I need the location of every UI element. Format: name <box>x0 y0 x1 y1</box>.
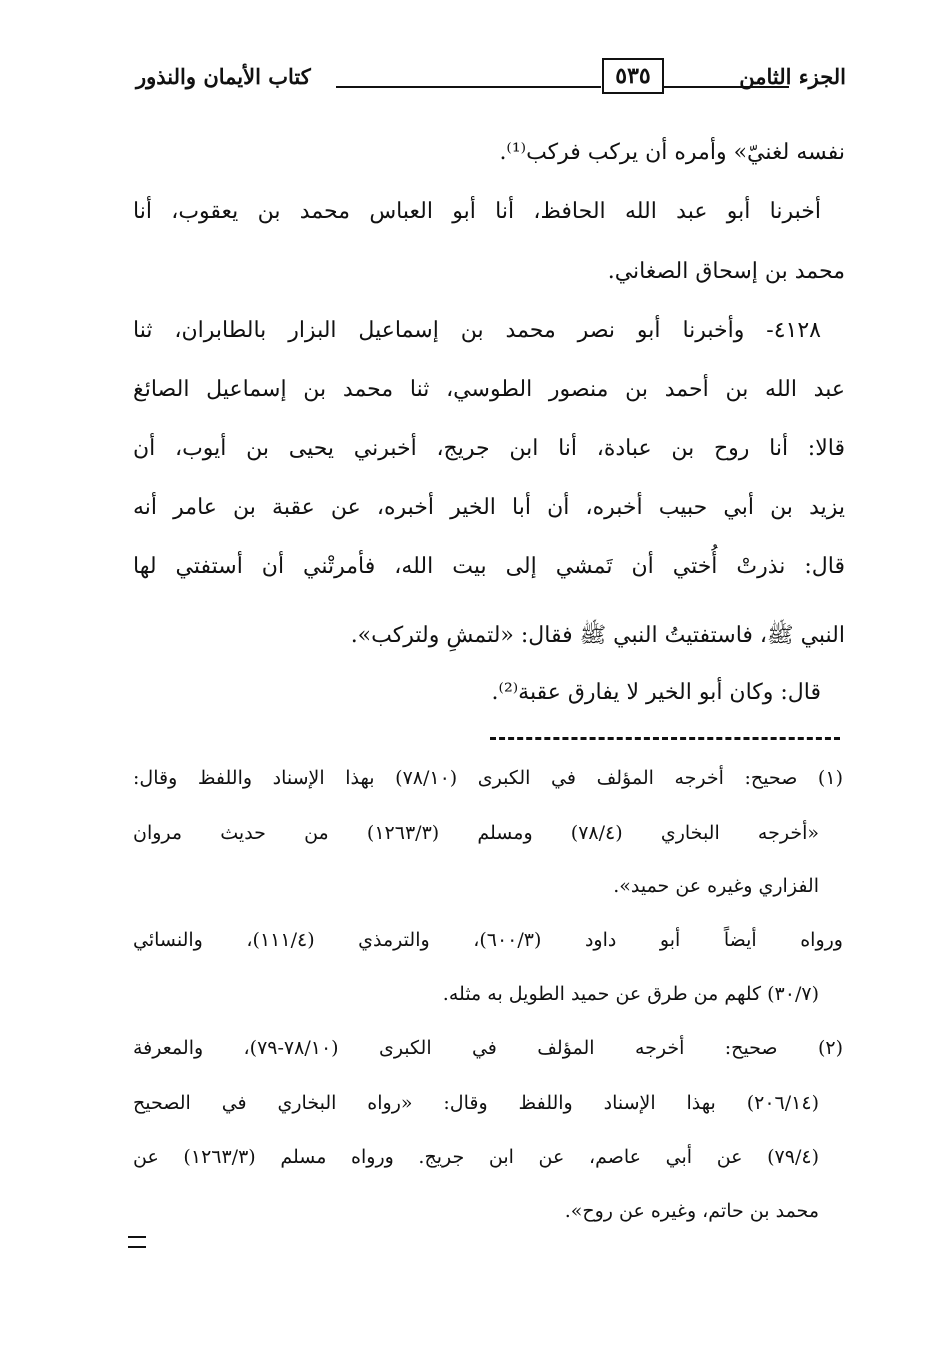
volume-label: الجزء الثامن <box>739 64 846 89</box>
body-line: ٤١٢٨- وأخبرنا أبو نصر محمد بن إسماعيل البزار بالطابران، ثنا <box>133 318 821 343</box>
book-title: كتاب الأيمان والنذور <box>136 64 311 89</box>
page-number: ٥٣٥ <box>602 58 664 94</box>
footnote-line: (٢) صحيح: أخرجه المؤلف في الكبرى (٧٨/١٠-٧٩)، والمعرفة <box>133 1037 843 1059</box>
body-line: عبد الله بن أحمد بن منصور الطوسي، ثنا محمد بن إسماعيل الصائغ <box>133 377 845 402</box>
body-line: يزيد بن أبي حبيب أخبره، أن أبا الخير أخبره، عن عقبة بن عامر أنه <box>133 495 845 520</box>
footnote-line: «أخرجه البخاري (٧٨/٤) ومسلم (١٢٦٣/٣) من حديث مروان <box>133 822 819 844</box>
footnote-line: (١) صحيح: أخرجه المؤلف في الكبرى (٧٨/١٠) بهذا الإسناد واللفظ وقال: <box>133 767 843 789</box>
body-line: قال: نذرتْ أُختي أن تَمشي إلى بيت الله، فأمرتْني أن أستفتي لها <box>133 554 845 579</box>
body-line: محمد بن إسحاق الصغاني. <box>607 259 845 284</box>
body-line: أخبرنا أبو عبد الله الحافظ، أنا أبو العباس محمد بن يعقوب، أنا <box>133 199 821 224</box>
footnote-line: ورواه أيضاً أبو داود (٦٠٠/٣)، والترمذي (١١١/٤)، والنسائي <box>133 929 843 951</box>
footnote-line: محمد بن حاتم، وغيره عن روح». <box>564 1200 819 1222</box>
footnote-separator <box>490 737 840 740</box>
body-line: قال: وكان أبو الخير لا يفارق عقبة⁽²⁾. <box>491 680 821 705</box>
page-header <box>136 58 846 100</box>
footnote-line: (٢٠٦/١٤) بهذا الإسناد واللفظ وقال: «رواه البخاري في الصحيح <box>133 1092 819 1114</box>
header-rule-right <box>664 86 789 88</box>
footnote-line: (٧٩/٤) عن أبي عاصم، عن ابن جريج. ورواه مسلم (١٢٦٣/٣) عن <box>133 1146 819 1168</box>
footnote-line: (٣٠/٧) كلهم من طرق عن حميد الطويل به مثله. <box>442 983 819 1005</box>
body-line: النبي ﷺ، فاستفتيتُ النبي ﷺ فقال: «لتمشِ ولتركب». <box>350 623 845 648</box>
body-line: نفسه لغنيّ» وأمره أن يركب فركب⁽¹⁾. <box>499 140 845 165</box>
header-rule-left <box>336 86 601 88</box>
footnote-line: الفزاري وغيره عن حميد». <box>613 875 819 897</box>
end-mark <box>128 1236 146 1248</box>
body-line: قالا: أنا روح بن عبادة، أنا ابن جريج، أخبرني يحيى بن أيوب، أن <box>133 436 845 461</box>
